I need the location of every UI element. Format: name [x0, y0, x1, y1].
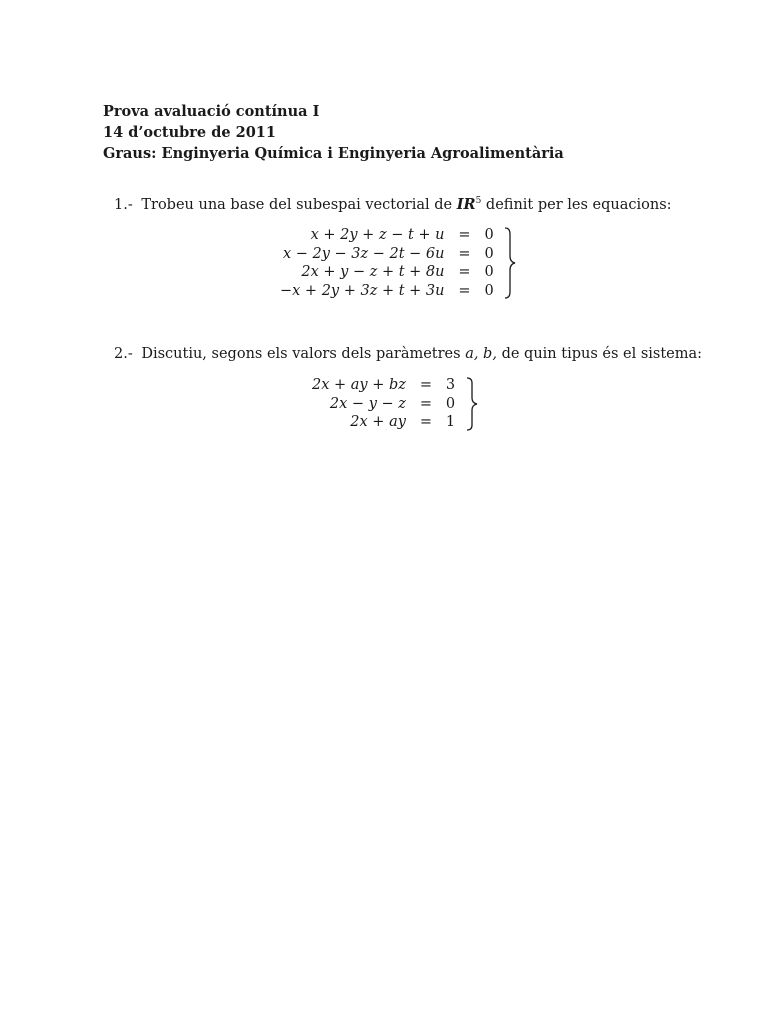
equation-row: [312, 413, 478, 432]
equation-rhs: 0: [445, 395, 456, 412]
problem-1-system: [280, 226, 516, 300]
equation-rhs: 0: [484, 282, 494, 299]
problem-2-system: [312, 376, 478, 432]
equation-row: [280, 245, 516, 264]
real-space-symbol: IR: [456, 196, 476, 213]
exam-date: 14 d’octubre de 2011: [103, 124, 276, 141]
equation-rhs: 0: [484, 227, 494, 243]
equation-lhs: 2x + ay + bz: [312, 377, 406, 393]
problem-1-statement: [114, 196, 672, 213]
equation-lhs: 2x + y − z + t + 8u: [301, 264, 445, 280]
system-brace: [498, 226, 516, 300]
exam-header: [103, 101, 564, 164]
equation-lhs: x − 2y − 3z − 2t − 6u: [282, 245, 445, 262]
real-space-exponent: 5: [475, 196, 482, 207]
equation-row: [280, 282, 516, 301]
problem-1-text-before: Trobeu una base del subespai vectorial de: [141, 197, 453, 213]
problem-2-text-after: de quin tipus és el sistema:: [501, 346, 703, 362]
problem-2-text-before: Discutiu, segons els valors dels paràmetres: [141, 346, 461, 362]
equation-row: [280, 226, 516, 245]
equation-operator: =: [458, 282, 471, 299]
equation-lhs: x + 2y + z − t + u: [310, 227, 445, 243]
equation-operator: =: [419, 377, 432, 393]
equation-row: [312, 395, 478, 414]
equation-lhs: 2x − y − z: [329, 395, 406, 412]
equation-operator: =: [458, 227, 471, 243]
equation-rhs: 1: [445, 414, 456, 430]
equation-lhs: 2x + ay: [350, 414, 406, 430]
system-brace: [460, 376, 478, 432]
problem-1-text-after: definit per les equacions:: [485, 197, 672, 213]
equation-row: [312, 376, 478, 395]
equation-lhs: −x + 2y + 3z + t + 3u: [280, 282, 445, 299]
equation-row: [280, 263, 516, 282]
right-brace-icon: [504, 227, 516, 299]
equation-operator: =: [458, 245, 471, 262]
equation-rhs: 3: [445, 377, 456, 393]
equation-operator: =: [419, 395, 432, 412]
exam-title: Prova avaluació contínua I: [103, 103, 320, 120]
equation-operator: =: [419, 414, 432, 430]
equation-rhs: 0: [484, 264, 494, 280]
problem-1-number: 1.-: [114, 197, 133, 213]
problem-2-number: 2.-: [114, 346, 133, 362]
exam-degrees: Graus: Enginyeria Química i Enginyeria Agroalimentària: [103, 145, 564, 162]
problem-2-statement: [114, 346, 702, 362]
right-brace-icon: [466, 377, 478, 431]
equation-operator: =: [458, 264, 471, 280]
equation-rhs: 0: [484, 245, 494, 262]
problem-2-params: a, b,: [465, 346, 497, 362]
